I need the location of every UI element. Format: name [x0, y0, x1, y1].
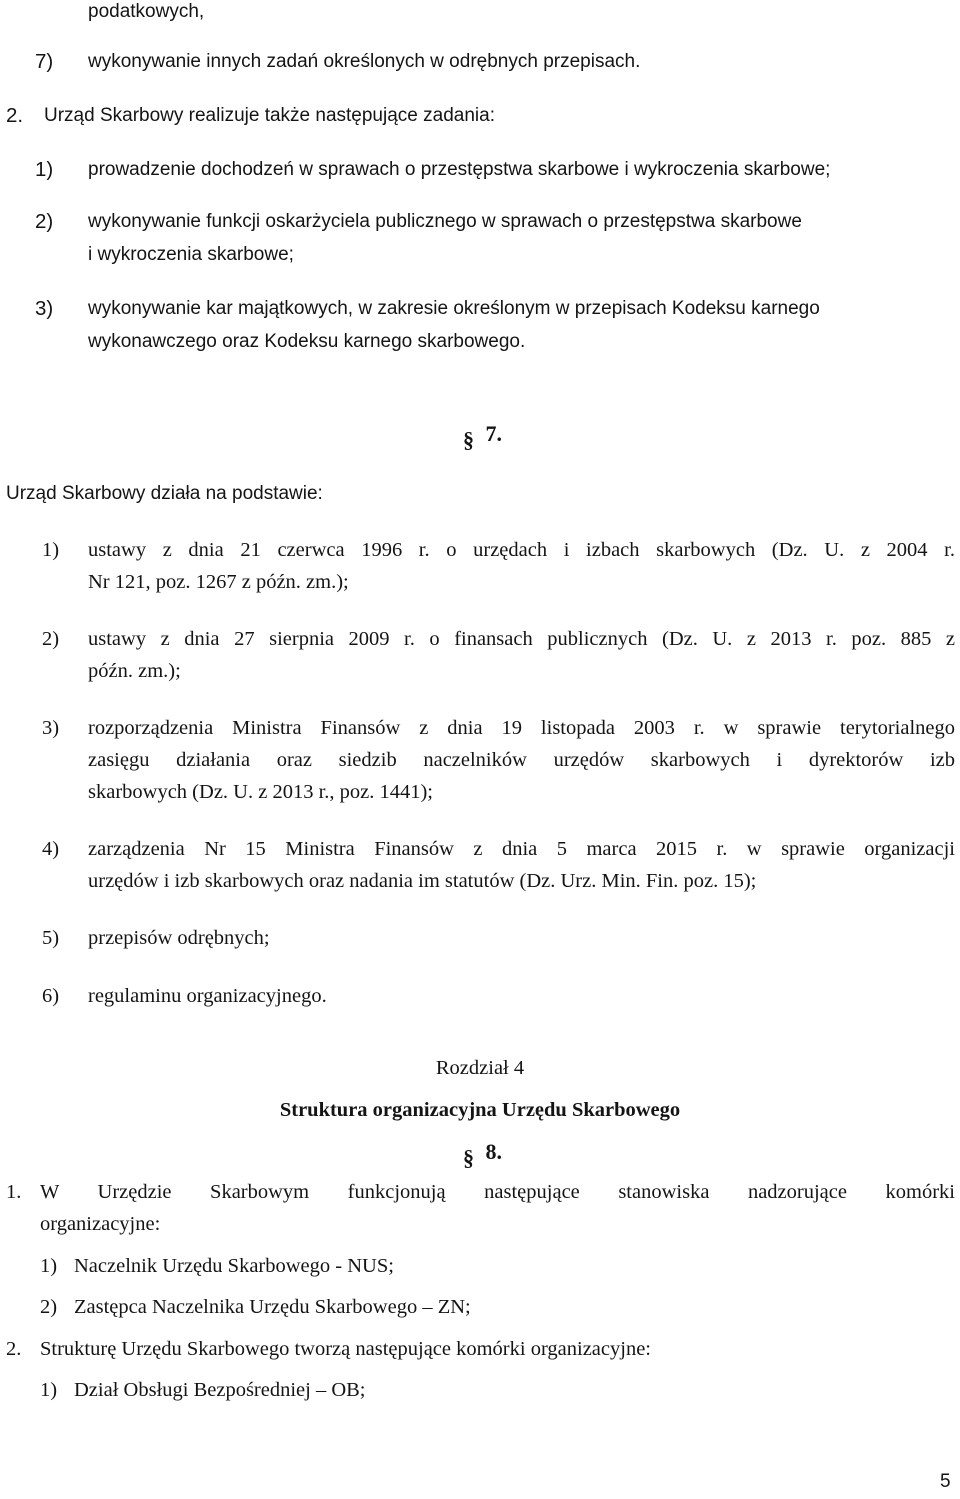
list-item-text: zarządzenia Nr 15 Ministra Finansów z dnia 5 marca 2015 r. w sprawie organizacji: [88, 838, 955, 860]
list-item-text: wykonywanie innych zadań określonych w odrębnych przepisach.: [88, 51, 641, 72]
list-item-text: ustawy z dnia 21 czerwca 1996 r. o urzędach i izbach skarbowych (Dz. U. z 2004 r.: [88, 539, 955, 561]
list-number: 1): [40, 1255, 58, 1277]
list-number: 2): [35, 210, 54, 233]
paragraph-text: Urząd Skarbowy realizuje także następujące zadania:: [44, 105, 495, 126]
paragraph-text: Strukturę Urzędu Skarbowego tworzą następujące komórki organizacyjne:: [40, 1338, 651, 1360]
list-item-text: Nr 121, poz. 1267 z późn. zm.);: [88, 571, 349, 593]
list-number: 1): [35, 158, 54, 181]
list-item-text: ustawy z dnia 27 sierpnia 2009 r. o finansach publicznych (Dz. U. z 2013 r. poz. 885 z: [88, 628, 955, 650]
list-number: 5): [42, 927, 60, 949]
list-number: 1): [40, 1379, 58, 1401]
list-item-text: i wykroczenia skarbowe;: [88, 244, 294, 265]
list-number: 2): [42, 628, 60, 650]
list-number: 7): [35, 50, 54, 73]
list-item-text: urzędów i izb skarbowych oraz nadania im statutów (Dz. Urz. Min. Fin. poz. 15);: [88, 870, 757, 892]
list-item-text: wykonywanie funkcji oskarżyciela publicznego w sprawach o przestępstwa skarbowe: [88, 211, 802, 232]
section-mark: § 7.: [463, 421, 502, 452]
list-item-text: skarbowych (Dz. U. z 2013 r., poz. 1441);: [88, 781, 434, 803]
list-item-text: rozporządzenia Ministra Finansów z dnia 19 listopada 2003 r. w sprawie terytorialnego: [88, 717, 955, 739]
paragraph-number: 2.: [6, 1338, 22, 1360]
paragraph-text: organizacyjne:: [40, 1213, 161, 1235]
section-mark: § 8.: [463, 1139, 502, 1170]
chapter-label: Rozdział 4: [435, 1057, 525, 1079]
list-item-text: Zastępca Naczelnika Urzędu Skarbowego – ZN;: [74, 1296, 471, 1318]
list-number: 1): [42, 539, 60, 561]
paragraph-number: 2.: [6, 104, 24, 127]
list-number: 4): [42, 838, 60, 860]
list-item-text: wykonawczego oraz Kodeksu karnego skarbowego.: [88, 331, 526, 352]
list-item-text: Dział Obsługi Bezpośredniej – OB;: [74, 1379, 366, 1401]
list-number: 3): [35, 297, 54, 320]
list-number: 2): [40, 1296, 58, 1318]
section-intro: Urząd Skarbowy działa na podstawie:: [6, 483, 323, 504]
paragraph-number: 1.: [6, 1181, 22, 1203]
list-item-text: przepisów odrębnych;: [88, 927, 270, 949]
page-number: 5: [940, 1471, 951, 1492]
chapter-title: Struktura organizacyjna Urzędu Skarbowego: [279, 1099, 681, 1121]
text-line: podatkowych,: [88, 1, 205, 22]
list-item-text: Naczelnik Urzędu Skarbowego - NUS;: [74, 1255, 394, 1277]
list-number: 3): [42, 717, 60, 739]
list-item-text: regulaminu organizacyjnego.: [88, 985, 327, 1007]
list-item-text: wykonywanie kar majątkowych, w zakresie określonym w przepisach Kodeksu karnego: [88, 298, 820, 319]
list-item-text: zasięgu działania oraz siedzib naczelników urzędów skarbowych i dyrektorów izb: [88, 749, 955, 771]
list-item-text: prowadzenie dochodzeń w sprawach o przestępstwa skarbowe i wykroczenia skarbowe;: [88, 159, 831, 180]
paragraph-text: W Urzędzie Skarbowym funkcjonują następujące stanowiska nadzorujące komórki: [40, 1181, 955, 1203]
list-item-text: późn. zm.);: [88, 660, 181, 682]
list-number: 6): [42, 985, 60, 1007]
